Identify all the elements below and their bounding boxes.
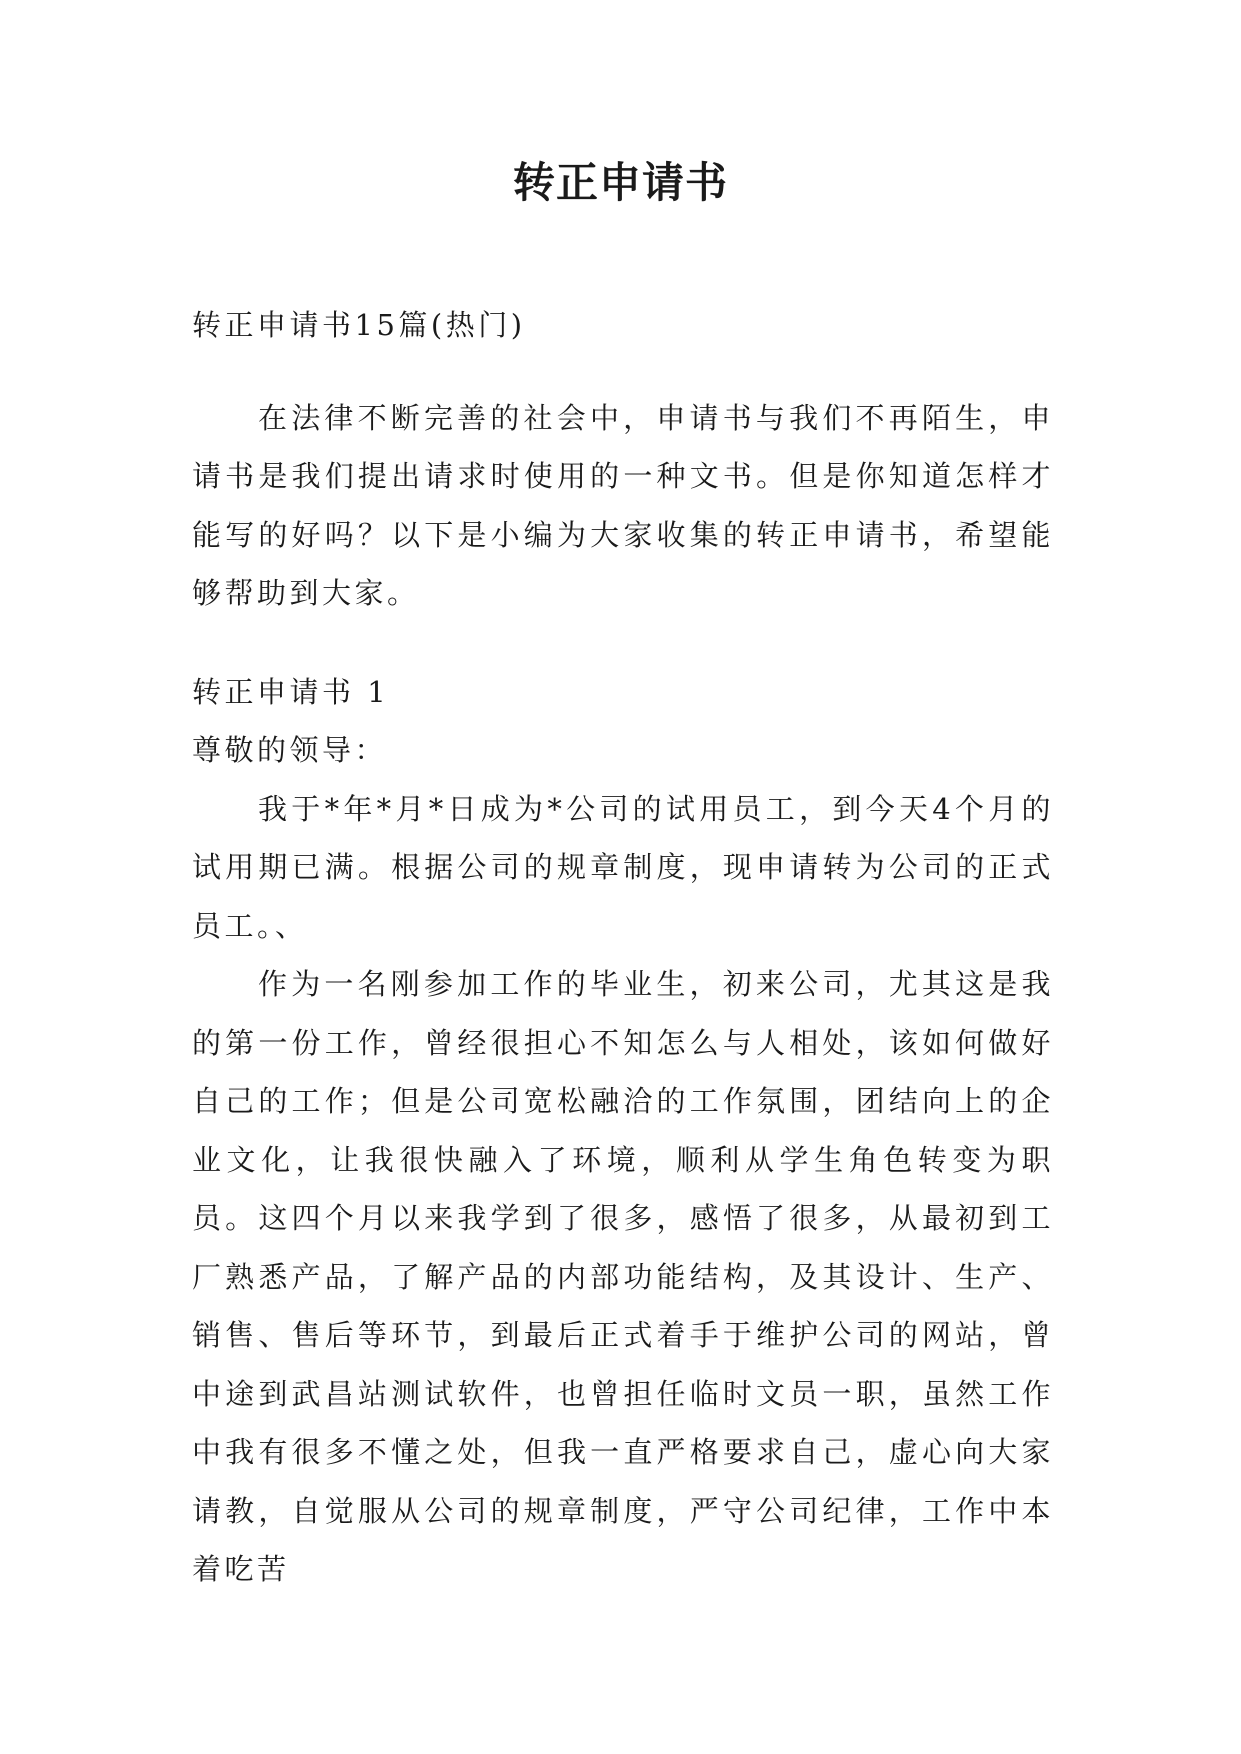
document-body [192,296,1054,1599]
body-paragraph: 作为一名刚参加工作的毕业生，初来公司，尤其这是我的第一份工作，曾经很担心不知怎么与人相处，该如何做好自己的工作；但是公司宽松融洽的工作氛围，团结向上的企业文化，让我很快融入了环境，顺利从学生角色转变为职员。这四个月以来我学到了很多，感悟了很多，从最初到工厂熟悉产品，了解产品的内部功能结构，及其设计、生产、销售、售后等环节，到最后正式着手于维护公司的网站，曾中途到武昌站测试软件，也曾担任临时文员一职，虽然工作中我有很多不懂之处，但我一直严格要求自己，虚心向大家请教，自觉服从公司的规章制度，严守公司纪律，工作中本着吃苦 [192,967,1054,1586]
document-title: 转正申请书 [512,158,728,207]
salutation: 尊敬的领导： [192,733,388,767]
spacer [192,355,1054,389]
spacer [192,623,1054,663]
intro-paragraph: 在法律不断完善的社会中，申请书与我们不再陌生，申请书是我们提出请求时使用的一种文书。但是你知道怎样才能写的好吗？以下是小编为大家收集的转正申请书，希望能够帮助到大家。 [192,400,1054,610]
section-heading: 转正申请书 1 [192,674,390,709]
document-subtitle: 转正申请书15篇(热门) [192,308,526,342]
body-paragraph: 我于*年*月*日成为*公司的试用员工，到今天4个月的试用期已满。根据公司的规章制度，现申请转为公司的正式员工。、 [192,791,1054,943]
